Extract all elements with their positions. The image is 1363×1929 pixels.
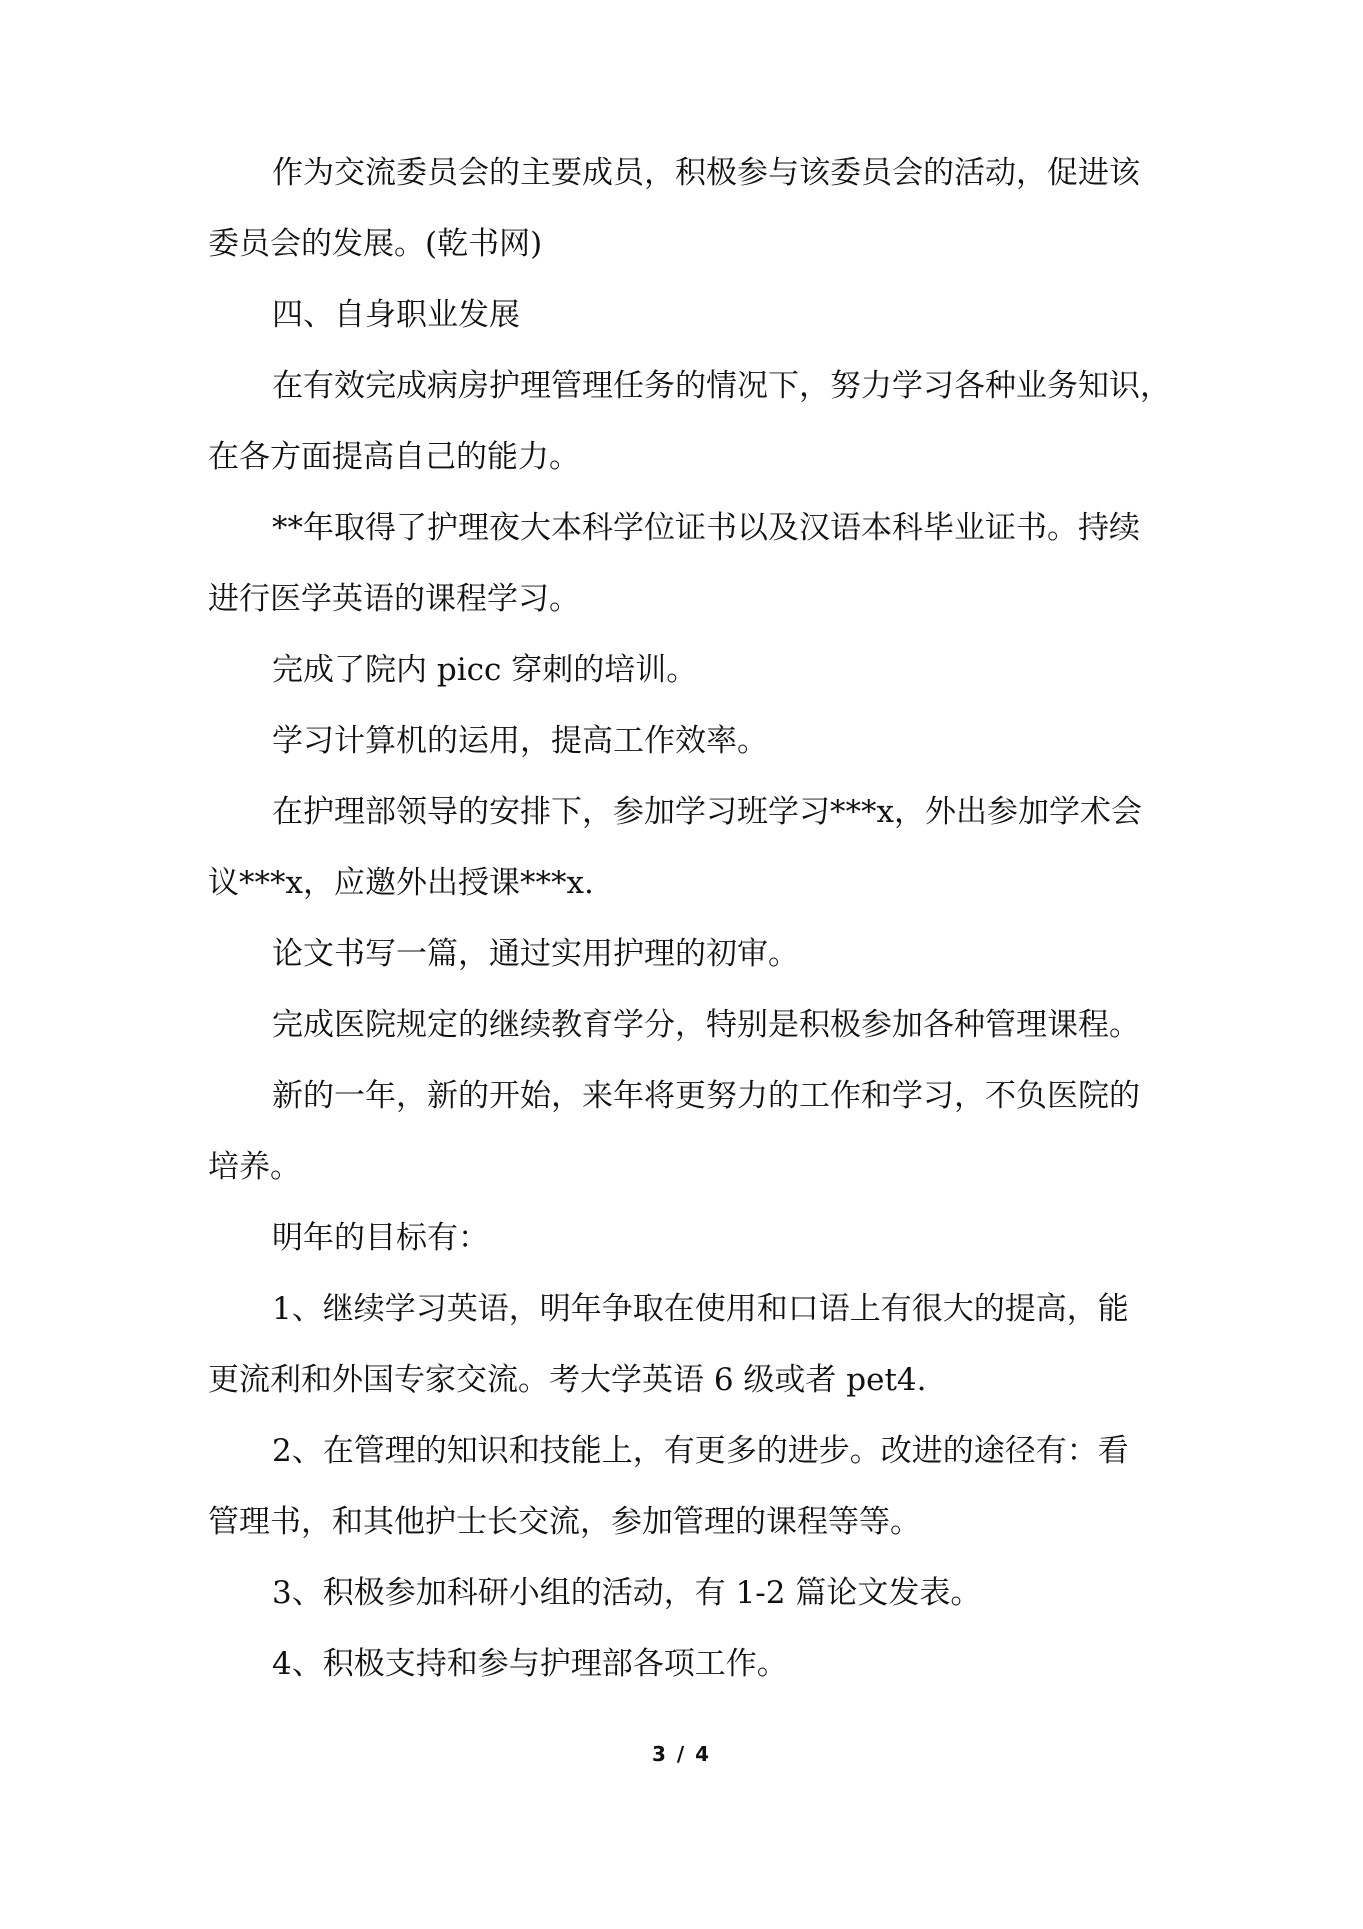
text-line: **年取得了护理夜大本科学位证书以及汉语本科毕业证书。持续 (272, 510, 1140, 546)
text-line: 在各方面提高自己的能力。 (208, 439, 580, 475)
paragraph (208, 706, 1173, 777)
text-line: 完成了院内 picc 穿刺的培训。 (272, 652, 698, 688)
text-line: 作为交流委员会的主要成员，积极参与该委员会的活动，促进该 (272, 155, 1140, 191)
text-line: 四、自身职业发展 (272, 297, 520, 333)
text-line: 完成医院规定的继续教育学分，特别是积极参加各种管理课程。 (272, 1007, 1140, 1043)
section-heading (208, 280, 1173, 351)
text-line: 进行医学英语的课程学习。 (208, 581, 580, 617)
paragraph (208, 919, 1173, 990)
list-item (208, 1274, 1173, 1416)
paragraph (208, 138, 1173, 280)
paragraph (208, 351, 1173, 493)
paragraph (208, 990, 1173, 1061)
text-line: 学习计算机的运用，提高工作效率。 (272, 723, 768, 759)
list-item (208, 1558, 1173, 1629)
document-body (208, 138, 1173, 1700)
paragraph (208, 635, 1173, 706)
text-line: 3、积极参加科研小组的活动，有 1-2 篇论文发表。 (272, 1575, 982, 1611)
text-line: 培养。 (208, 1149, 301, 1185)
text-line: 更流利和外国专家交流。考大学英语 6 级或者 pet4. (208, 1362, 927, 1398)
text-line: 在有效完成病房护理管理任务的情况下，努力学习各种业务知识， (272, 368, 1171, 404)
list-item (208, 1629, 1173, 1700)
text-line: 新的一年，新的开始，来年将更努力的工作和学习，不负医院的 (272, 1078, 1140, 1114)
page-number: 3 / 4 (651, 1742, 712, 1766)
list-item (208, 1416, 1173, 1558)
paragraph (208, 493, 1173, 635)
text-line: 论文书写一篇，通过实用护理的初审。 (272, 936, 799, 972)
paragraph (208, 777, 1173, 919)
text-line: 议***x，应邀外出授课***x. (208, 865, 594, 901)
text-line: 委员会的发展。(乾书网) (208, 226, 543, 262)
text-line: 管理书，和其他护士长交流，参加管理的课程等等。 (208, 1504, 921, 1540)
text-line: 1、继续学习英语，明年争取在使用和口语上有很大的提高，能 (272, 1291, 1129, 1327)
text-line: 明年的目标有： (272, 1220, 489, 1256)
text-line: 2、在管理的知识和技能上，有更多的进步。改进的途径有：看 (272, 1433, 1129, 1469)
text-line: 在护理部领导的安排下，参加学习班学习***x，外出参加学术会 (272, 794, 1142, 830)
text-line: 4、积极支持和参与护理部各项工作。 (272, 1646, 788, 1682)
paragraph (208, 1061, 1173, 1203)
paragraph (208, 1203, 1173, 1274)
